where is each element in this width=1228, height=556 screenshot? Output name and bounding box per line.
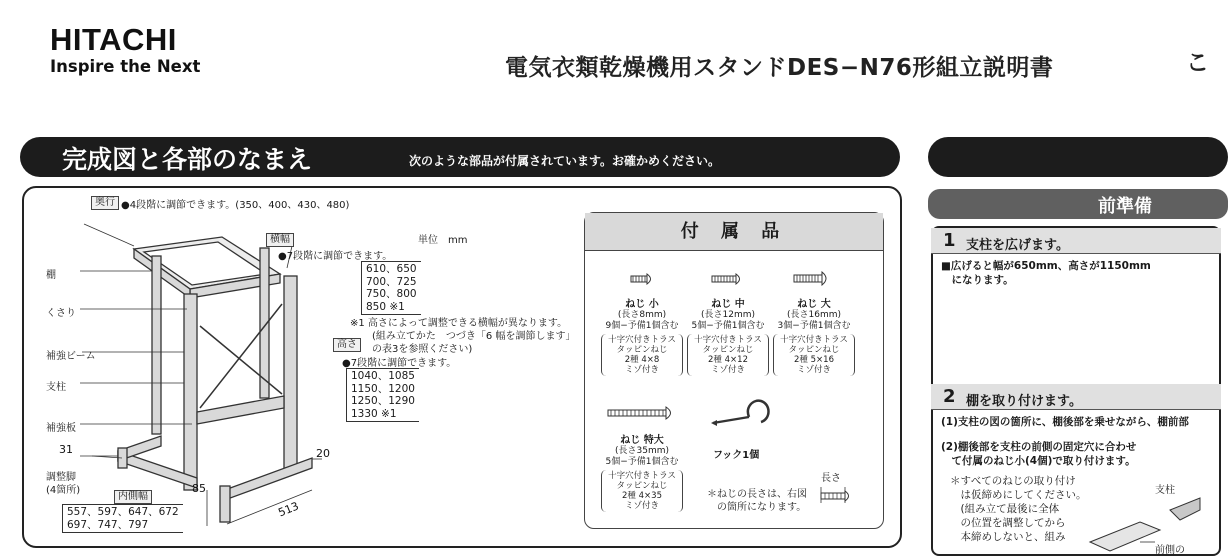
dimension-20: 20 — [316, 447, 330, 460]
inner-width-value: 697、747、797 — [67, 518, 149, 531]
brand-logo — [50, 24, 200, 78]
accessory-type-line: タッピンねじ — [616, 345, 668, 355]
hook-label: フック1個 — [713, 450, 760, 461]
width-value: 610、650 — [366, 263, 417, 275]
height-value: 1330 ※1 — [351, 407, 397, 420]
accessory-type-line: 2種 4×8 — [624, 355, 660, 365]
accessory-type-line: タッピンねじ — [702, 345, 754, 355]
accessory-item — [595, 431, 689, 512]
note-1-line: ※1 高さによって調整できる横幅が異なります。 — [350, 318, 568, 329]
accessory-item — [681, 295, 775, 376]
screw-length-note-line: の箇所になります。 — [707, 502, 807, 513]
accessory-type-line: 十字穴付きトラス — [694, 335, 762, 345]
step-1-text: になります。 — [941, 274, 1014, 286]
step-2-note: の位置を調整してから — [950, 517, 1066, 529]
front-side-label: 前側の — [1155, 545, 1185, 556]
accessory-name: ねじ 小 — [625, 299, 659, 310]
height-value: 1150、1200 — [351, 382, 415, 395]
preparation-title: 前準備 — [1098, 196, 1152, 217]
hook-icon — [709, 395, 779, 435]
step-1-title: 支柱を広げます。 — [966, 238, 1069, 253]
right-section-header-bar — [928, 137, 1228, 177]
step-1-number: 1 — [943, 230, 956, 251]
brand-tagline: Inspire the Next — [50, 57, 201, 76]
accessory-spec: (長さ8mm) — [617, 310, 667, 320]
part-label-chain: くさり — [46, 308, 76, 319]
screw-medium-icon — [709, 271, 745, 287]
post-label: 支柱 — [1155, 485, 1175, 496]
accessory-spec: 5個−予備1個含む — [691, 320, 765, 331]
step-2-text: て付属のねじ小(4個)で取り付けます。 — [941, 455, 1136, 467]
part-label-beam: 補強ビーム — [46, 351, 96, 362]
accessories-box — [584, 212, 884, 529]
accessory-type — [601, 470, 683, 512]
height-values — [346, 368, 419, 422]
width-value: 850 ※1 — [366, 300, 405, 313]
width-value: 700、725 — [366, 275, 417, 288]
accessory-type-line: ミゾ付き — [624, 365, 659, 375]
height-value: 1040、1085 — [351, 370, 415, 382]
screw-large-icon — [791, 270, 831, 288]
preparation-title-bar — [928, 189, 1228, 219]
accessory-name: ねじ 中 — [711, 299, 745, 310]
accessory-spec: 5個−予備1個含む — [605, 456, 679, 467]
accessory-item — [767, 295, 861, 376]
note-1-line: の表3を参照ください) — [372, 344, 473, 355]
width-tag: 横幅 — [266, 233, 294, 247]
accessory-type-line: タッピンねじ — [788, 345, 840, 355]
dimension-513: 513 — [276, 499, 301, 520]
brand-name: HITACHI — [50, 22, 177, 57]
accessory-type-line: ミゾ付き — [796, 365, 831, 375]
dimension-85: 85 — [192, 482, 206, 495]
part-label-foot-count: (4箇所) — [46, 485, 81, 496]
accessory-type-line: 2種 4×12 — [708, 355, 748, 365]
part-label-foot: 調整脚 — [46, 472, 76, 483]
accessory-spec: 3個−予備1個含む — [777, 320, 851, 331]
step-1-text: ■広げると幅が650mm、高さが1150mm — [941, 260, 1151, 272]
step-2-note: ＊すべてのねじの取り付け — [950, 475, 1076, 487]
part-label-plate: 補強板 — [46, 423, 76, 434]
dimension-31: 31 — [59, 443, 73, 456]
accessory-spec: 9個−予備1個含む — [605, 320, 679, 331]
inner-width-value: 557、597、647、672 — [67, 506, 179, 518]
step-2-title: 棚を取り付けます。 — [966, 394, 1082, 409]
stand-illustration — [22, 186, 582, 548]
accessory-spec: (長さ16mm) — [786, 310, 841, 320]
step-2-text: (2)棚後部を支柱の前側の固定穴に合わせ — [941, 441, 1137, 453]
accessory-type-line: 十字穴付きトラス — [780, 335, 848, 345]
step-2-note: は仮締めにしてください。 — [950, 489, 1087, 501]
accessories-title: 付 属 品 — [585, 213, 883, 251]
accessory-type-line: 2種 4×35 — [622, 491, 662, 501]
width-value: 750、800 — [366, 288, 417, 300]
accessory-type-line: タッピンねじ — [616, 481, 668, 491]
accessory-name: ねじ 特大 — [620, 435, 664, 446]
height-value: 1250、1290 — [351, 395, 415, 407]
depth-note: ●4段階に調節できます。(350、400、430、480) — [121, 200, 350, 211]
accessory-name: ねじ 大 — [797, 299, 831, 310]
screw-extra-large-icon — [605, 405, 677, 421]
document-title-continuation: こ — [1186, 50, 1209, 76]
depth-tag: 奥行 — [91, 196, 119, 210]
step-2-number: 2 — [943, 386, 956, 407]
accessory-type-line: 十字穴付きトラス — [608, 335, 676, 345]
height-tag: 高さ — [333, 338, 361, 352]
screw-length-diagram-icon — [817, 483, 857, 507]
width-note: ●7段階に調節できます。 — [278, 251, 393, 262]
inner-width-tag: 内側幅 — [114, 490, 152, 504]
screw-length-note — [707, 488, 807, 514]
width-values — [361, 261, 421, 315]
accessory-type-line: 2種 5×16 — [794, 355, 834, 365]
step-2-note: (組み立て最後に全体 — [950, 503, 1060, 515]
screw-small-icon — [627, 271, 657, 287]
screw-length-note-line: ＊ねじの長さは、右図 — [707, 489, 807, 500]
step-2-illustration — [1080, 490, 1200, 551]
accessory-type — [601, 334, 683, 376]
document-title: 電気衣類乾燥機用スタンドDES−N76形組立説明書 — [505, 55, 1054, 81]
screw-length-label: 長さ — [821, 473, 841, 484]
inner-width-values — [62, 504, 183, 533]
part-label-post: 支柱 — [46, 382, 66, 393]
accessory-spec: (長さ12mm) — [700, 310, 755, 320]
part-label-shelf: 棚 — [46, 270, 56, 281]
accessory-type-line: 十字穴付きトラス — [608, 471, 676, 481]
step-2-note: 本締めしないと、組み — [950, 531, 1066, 543]
height-note: ●7段階に調節できます。 — [342, 358, 457, 369]
section-subtitle: 次のような部品が付属されています。お確かめください。 — [409, 154, 721, 168]
accessory-type — [773, 334, 855, 376]
note-1-line: (組み立てかた つづき「6 幅を調節します」 — [372, 331, 576, 342]
accessory-type-line: ミゾ付き — [624, 501, 659, 511]
accessory-item — [595, 295, 689, 376]
unit-label: 単位 mm — [418, 235, 468, 246]
step-2-text: (1)支柱の図の箇所に、棚後部を乗せながら、棚前部 — [941, 416, 1189, 428]
section-title: 完成図と各部のなまえ — [62, 145, 313, 174]
accessory-spec: (長さ35mm) — [614, 446, 669, 456]
accessory-type — [687, 334, 769, 376]
accessory-type-line: ミゾ付き — [710, 365, 745, 375]
